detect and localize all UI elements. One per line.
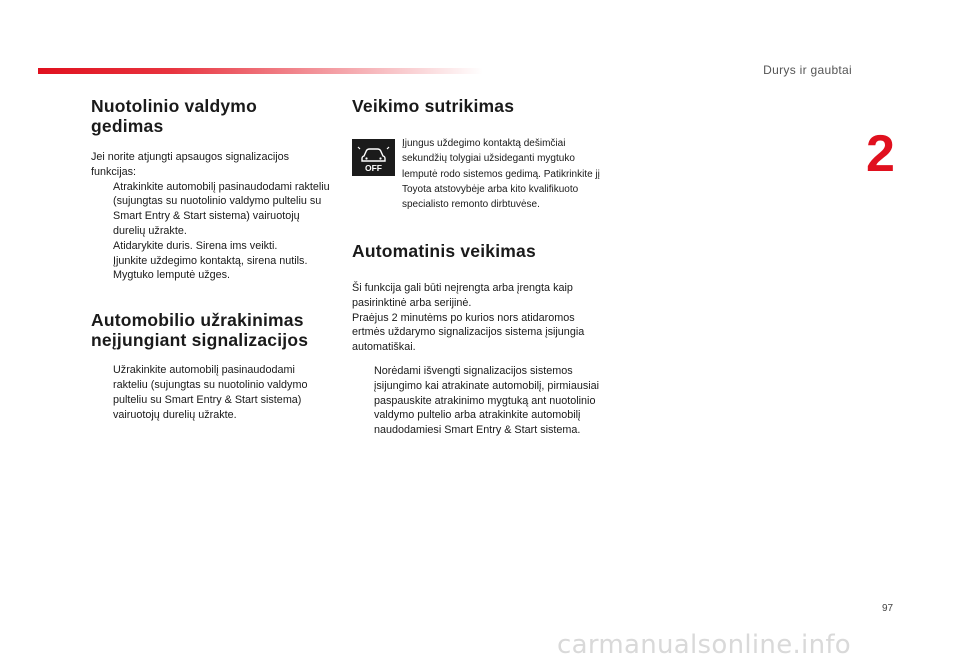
chapter-number: 2 (866, 125, 895, 183)
automatic-para-1: Ši funkcija gali būti neįrengta arba įrengta kaip pasirinktinė arba serijinė. (352, 282, 573, 309)
right-column (352, 96, 602, 438)
chapter-title: Durys ir gaubtai (763, 63, 852, 77)
lock-no-alarm-bullets (91, 363, 331, 422)
list-item: Užrakinkite automobilį pasinaudodami rakteliu (sujungtas su nuotolinio valdymo pulteliu su Smart Entry & Start sistema) vairuotojų durelių užrakte. (113, 364, 308, 421)
car-alarm-off-icon-graphic (352, 139, 395, 176)
section-title-automatic-operation: Automatinis veikimas (352, 241, 536, 261)
watermark: carmanualsonline.info (557, 630, 852, 660)
section-title-malfunction: Veikimo sutrikimas (352, 96, 515, 116)
header-accent-bar (38, 68, 483, 74)
section-title-lock-no-alarm: Automobilio užrakinimas neįjungiant signalizacijos (91, 310, 309, 351)
section-title-remote-failure: Nuotolinio valdymo gedimas (91, 96, 257, 136)
automatic-bullets (352, 364, 602, 438)
left-column (91, 96, 331, 422)
list-item: Atidarykite duris. Sirena ims veikti. (113, 239, 278, 252)
automatic-para-2: Praėjus 2 minutėms po kurios nors atidaromos ertmės uždarymo signalizacijos sistema įsijungia automatiškai. (352, 311, 585, 354)
list-item: Atrakinkite automobilį pasinaudodami rakteliu (sujungtas su nuotolinio valdymo pulteliu su Smart Entry & Start sistema) vairuotojų durelių užrakte. (113, 180, 330, 237)
icon-off-label: OFF (365, 163, 382, 173)
car-alarm-off-icon (352, 139, 395, 176)
malfunction-text: Įjungus uždegimo kontaktą dešimčiai sekundžių tolygiai užsideganti mygtuko lemputė rodo sistemos gedimą. Patikrinkite jį Toyota atstovybėje arba kito kvalifikuoto specialisto remonto dirbtuvėse. (402, 138, 600, 211)
page-number: 97 (882, 603, 894, 614)
list-item: Norėdami išvengti signalizacijos sistemos įsijungimo kai atrakinate automobilį, pirmiausiai paspauskite atrakinimo mygtuką ant nuotolinio valdymo pultelio arba atrakinkite automobilį naudodamiesi Smart Entry & Start sistema. (374, 364, 600, 437)
remote-failure-bullets (91, 180, 331, 284)
list-item: Įjunkite uždegimo kontaktą, sirena nutils. Mygtuko lemputė užges. (113, 254, 308, 282)
remote-failure-intro: Jei norite atjungti apsaugos signalizacijos funkcijas: (91, 151, 290, 178)
